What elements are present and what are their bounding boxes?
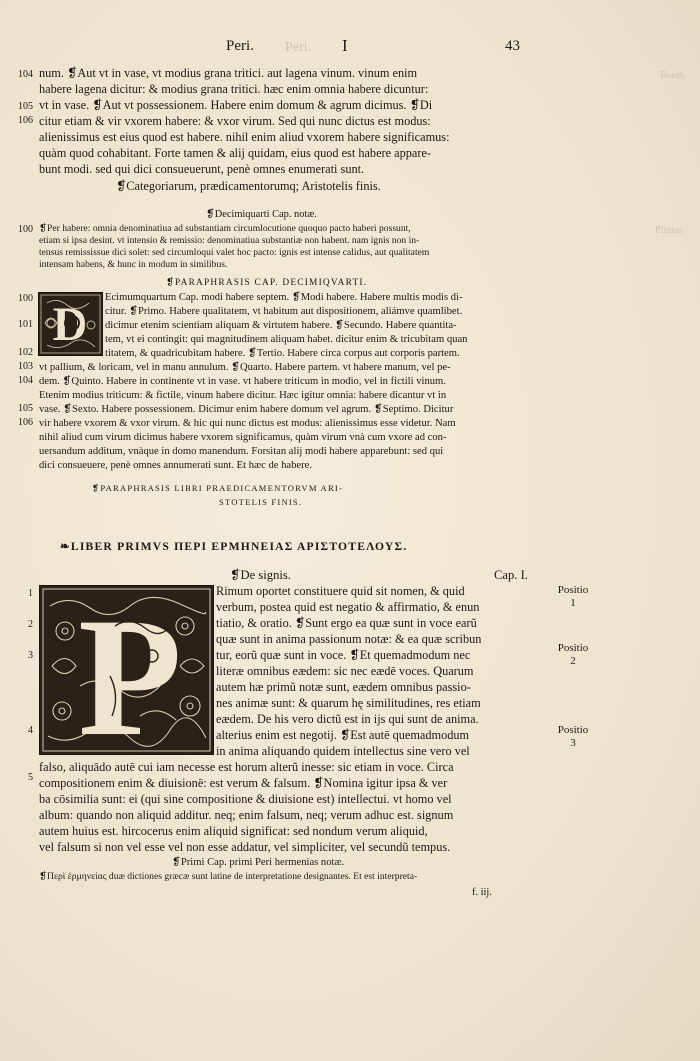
paraphrasis-finis: ❡PARAPHRASIS LIBRI PRAEDICAMENTORVM ARI-	[92, 483, 344, 493]
text-line: verbum, postea quid est negatio & affirmatio, & enun	[216, 600, 480, 614]
margin-note-label: Positio	[557, 724, 589, 736]
decorated-initial-p	[39, 585, 214, 755]
text-line: falso, aliquādo autē cui iam necesse est horum alterũ inesse: sic etiam in voce. Circa	[39, 760, 454, 774]
line-number: 106	[18, 115, 33, 126]
line-number: 1	[28, 588, 33, 599]
text-line: quæ sunt in anima passionum notæ: & ea quæ scribun	[216, 632, 482, 646]
paraphrasis-line: vir habere vxorem & vxor virum. & hic qui nunc dictus est modus: alienissimus esse videtur. Nam	[39, 418, 456, 429]
showthrough-text: Plinius	[655, 225, 683, 236]
text-line: album: quando non aliquid additur. neq; enim falsum, neq; verum adhuc est. signum	[39, 808, 454, 822]
svg-text:P: P	[78, 586, 182, 754]
margin-note-number: 1	[570, 597, 576, 609]
notes-title: ❡Decimiquarti Cap. notæ.	[206, 209, 317, 220]
showthrough-text: Boeth.	[660, 70, 687, 81]
line-number: 104	[18, 69, 33, 80]
paraphrasis-line: dici consueuere, penè omnes annumerati sunt. Et hæc de habere.	[39, 460, 312, 471]
margin-note-positio	[551, 584, 595, 610]
paraphrasis-line: vase. ❡Sexto. Habere possessionem. Dicimur enim habere domum vel agrum. ❡Septimo. Dicitur	[39, 404, 454, 415]
text-line: bunt modi. sed qui dici consueuerunt, penè omnes enumerati sunt.	[39, 162, 365, 176]
margin-note-label: Positio	[557, 642, 589, 654]
paraphrasis-line: dem. ❡Quinto. Habere in continente vt in vase. vt habere triticum in modio, vel in fictili vinum.	[39, 376, 446, 387]
svg-text:D: D	[52, 298, 88, 351]
text-line: ba cōsimilia sunt: ei (qui sine compositione & diuisione est) intellectui. vt homo vel	[39, 792, 452, 806]
paraphrasis-line: titatem, & quadricubitam habere. ❡Tertio. Habere circa corpus aut corporis partem.	[105, 348, 460, 359]
section-finis: ❡Categoriarum, prædicamentorumq; Aristotelis finis.	[116, 179, 381, 193]
line-number: 105	[18, 101, 33, 112]
chapter-label: Cap. I.	[494, 568, 528, 582]
line-number: 103	[18, 361, 33, 372]
text-line: in anima aliquando quidem intellectus sine vero vel	[216, 744, 470, 758]
paraphrasis-line: Etenim modius triticum: & fictile, vinum habere dicitur. Hæc igitur omnia: habere dicantur vt in	[39, 390, 447, 401]
running-head-left: Peri.	[226, 38, 254, 54]
floral-ornament-icon	[39, 293, 102, 355]
line-number: 101	[18, 319, 33, 330]
paraphrasis-line: nihil aliud cum virum dicimus habere vxorem significamus, quàm virum vnà cum vxore ad con-	[39, 432, 447, 443]
signature-mark: f. iij.	[472, 887, 492, 898]
paraphrasis-line: uersandum additum, vnàque in domo manendum. Forsitan alij modi habere apparebunt: sed qui	[39, 446, 444, 457]
notes-title: ❡Primi Cap. primi Peri hermenias notæ.	[172, 857, 345, 868]
text-line: alterius enim est negotij. ❡Est autē quemadmodum	[216, 728, 470, 742]
text-line: habere lagena dicitur: & modius grana tritici. hæc enim omnia habere dicuntur:	[39, 82, 429, 96]
note-line: tensus remississue dici solet: sed circumloqui valet hoc pacto: ignis est intense calidus, aut qualitatem	[39, 247, 430, 258]
margin-note-number: 3	[570, 737, 576, 749]
page-number: 43	[505, 38, 520, 54]
line-number: 100	[18, 293, 33, 304]
paraphrasis-line: citur. ❡Primo. Habere qualitatem, vt habitum aut dispositionem, aliámve quamlibet.	[105, 306, 463, 317]
decorated-initial-d	[38, 292, 103, 356]
text-line: vt in vase. ❡Aut vt possessionem. Habere enim domum & agrum dicimus. ❡Di	[39, 98, 433, 112]
text-line: autem huius est. hircocerus enim aliquid significat: sed nondum verum aliquid,	[39, 824, 428, 838]
text-line: nes animæ sunt: & quarum hę similitudines, res etiam	[216, 696, 481, 710]
text-line: vel falsum si non vel esse vel non esse addatur, vel simpliciter, vel secundũ tempus.	[39, 840, 451, 854]
section-heading: ❡De signis.	[230, 568, 291, 582]
text-line: compositionem enim & diuisionē: est verum & falsum. ❡Nomina igitur ipsa & ver	[39, 776, 448, 790]
line-number: 106	[18, 417, 33, 428]
text-line: alienissimus est eius quod est habere. nihil enim aliud vxorem habere significamus:	[39, 130, 450, 144]
book-title: ❧LIBER PRIMVS ΠΕΡΙ ΕΡΜΗΝΕΙΑΣ ΑΡΙΣΤΟΤΕΛΟΥΣ.	[60, 540, 408, 553]
paraphrasis-finis: STOTELIS FINIS.	[219, 497, 303, 507]
note-line: intensam habens, & hunc in modum in similibus.	[39, 259, 228, 270]
text-line: quàm quod cohabitant. Forte tamen & alij quidam, eius quod est habere appare-	[39, 146, 432, 160]
paraphrasis-line: dicimur etenim scientiam aliquam & virtutem habere. ❡Secundo. Habere quantita-	[105, 320, 457, 331]
text-line: num. ❡Aut vt in vase, vt modius grana tritici. aut lagena vinum. vinum enim	[39, 66, 418, 80]
text-line: eædem. De his vero dictũ est in ijs qui sunt de anima.	[216, 712, 479, 726]
paraphrasis-line: Ecimumquartum Cap. modi habere septem. ❡Modi habere. Habere multis modis di-	[105, 292, 463, 303]
showthrough-text: Peri.	[285, 40, 312, 55]
text-line: autem hæ primũ notæ sunt, eædem omnibus passio-	[216, 680, 471, 694]
margin-note-label: Positio	[557, 584, 589, 596]
margin-note-positio	[551, 642, 595, 668]
paraphrasis-line: vt pallium, & loricam, vel in manu annulum. ❡Quarto. Habere partem. vt habere manum, vel pe-	[39, 362, 451, 373]
text-line: citur etiam & vir vxorem habere: & vxor virum. Sed qui nunc dictus est modus:	[39, 114, 431, 128]
floral-ornament-icon	[40, 586, 213, 754]
text-line: tiatio, & oratio. ❡Sunt ergo ea quæ sunt in voce earũ	[216, 616, 477, 630]
line-number: 105	[18, 403, 33, 414]
line-number: 2	[28, 619, 33, 630]
note-line: ❡Per habere: omnia denominatiua ad substantiam circumlocutione quoquo pacto haberi possunt,	[39, 223, 411, 234]
line-number: 5	[28, 772, 33, 783]
paraphrasis-title: ❡PARAPHRASIS CAP. DECIMIQVARTI.	[166, 278, 368, 288]
line-number: 3	[28, 650, 33, 661]
line-number: 102	[18, 347, 33, 358]
margin-note-positio	[551, 724, 595, 750]
note-line: etiam si ipsa desint. vt intensio & remissio: denominatiua substantiæ non habent. nam ignis non in-	[39, 235, 420, 246]
line-number: 104	[18, 375, 33, 386]
text-line: tur, eorũ quæ sunt in voce. ❡Et quemadmodum nec	[216, 648, 471, 662]
line-number: 100	[18, 224, 33, 235]
running-head-center: I	[342, 36, 348, 55]
note-line: ❡Περὶ ἑρμηνείας duæ dictiones græcæ sunt latine de interpretatione designantes. Et est interpreta-	[39, 871, 418, 882]
text-line: literæ omnibus eædem: sic nec eædē voces. Quarum	[216, 664, 474, 678]
line-number: 4	[28, 725, 33, 736]
paraphrasis-line: tem, vt ei contingit: qui magnitudinem aliquam habet. dicitur enim & tricubitam quan	[105, 334, 468, 345]
margin-note-number: 2	[570, 655, 576, 667]
text-line: Rimum oportet constituere quid sit nomen, & quid	[216, 584, 465, 598]
